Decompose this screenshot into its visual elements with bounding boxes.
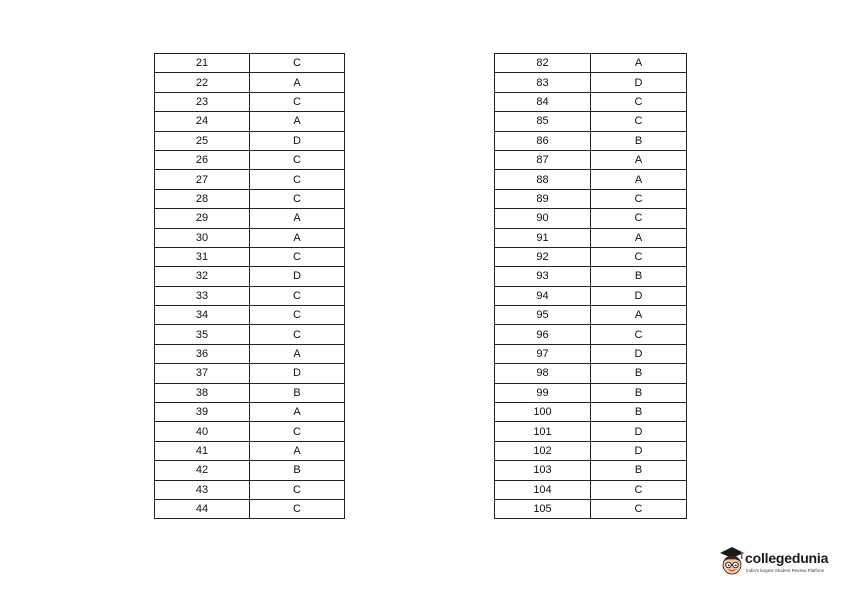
table-row <box>155 267 345 286</box>
answer-option: D <box>591 73 687 92</box>
answer-option: D <box>591 441 687 460</box>
answer-option: D <box>250 267 345 286</box>
answer-option: C <box>591 209 687 228</box>
question-number: 90 <box>495 209 591 228</box>
table-row <box>495 54 687 73</box>
table-row <box>495 209 687 228</box>
answer-option: B <box>250 461 345 480</box>
question-number: 38 <box>155 383 250 402</box>
question-number: 102 <box>495 441 591 460</box>
question-number: 82 <box>495 54 591 73</box>
answer-option: B <box>591 461 687 480</box>
answer-option: B <box>591 364 687 383</box>
question-number: 44 <box>155 499 250 518</box>
question-number: 21 <box>155 54 250 73</box>
answer-option: D <box>250 364 345 383</box>
table-row <box>495 306 687 325</box>
table-row <box>495 150 687 169</box>
answer-table-left <box>154 53 345 519</box>
answer-option: B <box>591 383 687 402</box>
answer-option: A <box>250 403 345 422</box>
question-number: 84 <box>495 92 591 111</box>
table-row <box>155 286 345 305</box>
question-number: 43 <box>155 480 250 499</box>
table-row <box>155 112 345 131</box>
question-number: 23 <box>155 92 250 111</box>
question-number: 86 <box>495 131 591 150</box>
logo-tagline: India's largest Student Review Platform <box>746 568 825 573</box>
table-row <box>155 422 345 441</box>
answer-option: C <box>591 499 687 518</box>
question-number: 97 <box>495 344 591 363</box>
answer-option: C <box>250 325 345 344</box>
table-row <box>495 189 687 208</box>
answer-option: C <box>250 306 345 325</box>
table-row <box>155 247 345 266</box>
question-number: 41 <box>155 441 250 460</box>
answer-option: A <box>591 54 687 73</box>
question-number: 42 <box>155 461 250 480</box>
question-number: 30 <box>155 228 250 247</box>
question-number: 87 <box>495 150 591 169</box>
answer-option: A <box>250 209 345 228</box>
table-row <box>495 73 687 92</box>
question-number: 105 <box>495 499 591 518</box>
table-row <box>495 480 687 499</box>
question-number: 26 <box>155 150 250 169</box>
table-row <box>155 92 345 111</box>
question-number: 83 <box>495 73 591 92</box>
table-row <box>155 150 345 169</box>
answer-option: C <box>250 422 345 441</box>
question-number: 94 <box>495 286 591 305</box>
table-row <box>155 306 345 325</box>
table-row <box>495 112 687 131</box>
answer-table-right <box>494 53 687 519</box>
answer-option: D <box>591 344 687 363</box>
question-number: 27 <box>155 170 250 189</box>
question-number: 99 <box>495 383 591 402</box>
answer-option: C <box>250 170 345 189</box>
answer-option: C <box>591 189 687 208</box>
table-row <box>155 189 345 208</box>
answer-option: B <box>591 131 687 150</box>
answer-option: C <box>250 150 345 169</box>
answer-option: A <box>591 170 687 189</box>
table-row <box>495 422 687 441</box>
table-row <box>495 364 687 383</box>
question-number: 93 <box>495 267 591 286</box>
answer-option: C <box>591 325 687 344</box>
table-row <box>495 267 687 286</box>
question-number: 103 <box>495 461 591 480</box>
table-row <box>155 209 345 228</box>
table-row <box>155 228 345 247</box>
answer-option: C <box>591 247 687 266</box>
logo-wordmark: collegedunia <box>745 550 829 566</box>
answer-option: C <box>250 480 345 499</box>
question-number: 89 <box>495 189 591 208</box>
answer-option: B <box>591 403 687 422</box>
table-row <box>495 441 687 460</box>
table-row <box>495 403 687 422</box>
collegedunia-logo <box>717 544 837 584</box>
answer-option: C <box>250 54 345 73</box>
table-row <box>495 228 687 247</box>
answer-option: C <box>250 286 345 305</box>
table-row <box>155 403 345 422</box>
question-number: 36 <box>155 344 250 363</box>
table-row <box>495 286 687 305</box>
answer-option: A <box>591 306 687 325</box>
answer-option: D <box>591 422 687 441</box>
table-row <box>155 131 345 150</box>
table-row <box>155 499 345 518</box>
answer-option: A <box>250 441 345 460</box>
answer-option: C <box>591 112 687 131</box>
question-number: 104 <box>495 480 591 499</box>
answer-option: B <box>591 267 687 286</box>
table-row <box>155 364 345 383</box>
question-number: 88 <box>495 170 591 189</box>
answer-option: A <box>250 73 345 92</box>
table-row <box>495 344 687 363</box>
table-row <box>495 247 687 266</box>
table-row <box>155 383 345 402</box>
table-row <box>155 73 345 92</box>
question-number: 39 <box>155 403 250 422</box>
question-number: 33 <box>155 286 250 305</box>
graduate-mascot-icon <box>717 544 747 578</box>
question-number: 34 <box>155 306 250 325</box>
question-number: 22 <box>155 73 250 92</box>
answer-option: B <box>250 383 345 402</box>
answer-option: D <box>250 131 345 150</box>
table-row <box>155 441 345 460</box>
table-row <box>155 461 345 480</box>
table-row <box>495 170 687 189</box>
question-number: 28 <box>155 189 250 208</box>
answer-option: A <box>591 228 687 247</box>
question-number: 92 <box>495 247 591 266</box>
question-number: 85 <box>495 112 591 131</box>
question-number: 96 <box>495 325 591 344</box>
question-number: 24 <box>155 112 250 131</box>
table-row <box>495 131 687 150</box>
answer-option: D <box>591 286 687 305</box>
table-row <box>155 325 345 344</box>
question-number: 31 <box>155 247 250 266</box>
question-number: 29 <box>155 209 250 228</box>
question-number: 32 <box>155 267 250 286</box>
question-number: 101 <box>495 422 591 441</box>
table-row <box>495 325 687 344</box>
table-row <box>495 383 687 402</box>
answer-option: A <box>250 112 345 131</box>
question-number: 100 <box>495 403 591 422</box>
table-row <box>155 344 345 363</box>
answer-option: C <box>591 480 687 499</box>
answer-option: C <box>250 499 345 518</box>
question-number: 40 <box>155 422 250 441</box>
question-number: 95 <box>495 306 591 325</box>
question-number: 98 <box>495 364 591 383</box>
question-number: 37 <box>155 364 250 383</box>
question-number: 35 <box>155 325 250 344</box>
table-row <box>155 170 345 189</box>
answer-option: C <box>250 247 345 266</box>
question-number: 25 <box>155 131 250 150</box>
answer-option: A <box>250 344 345 363</box>
answer-option: C <box>591 92 687 111</box>
answer-option: C <box>250 92 345 111</box>
table-row <box>155 480 345 499</box>
table-row <box>495 461 687 480</box>
answer-option: A <box>591 150 687 169</box>
table-row <box>155 54 345 73</box>
answer-option: A <box>250 228 345 247</box>
question-number: 91 <box>495 228 591 247</box>
answer-option: C <box>250 189 345 208</box>
table-row <box>495 499 687 518</box>
table-row <box>495 92 687 111</box>
